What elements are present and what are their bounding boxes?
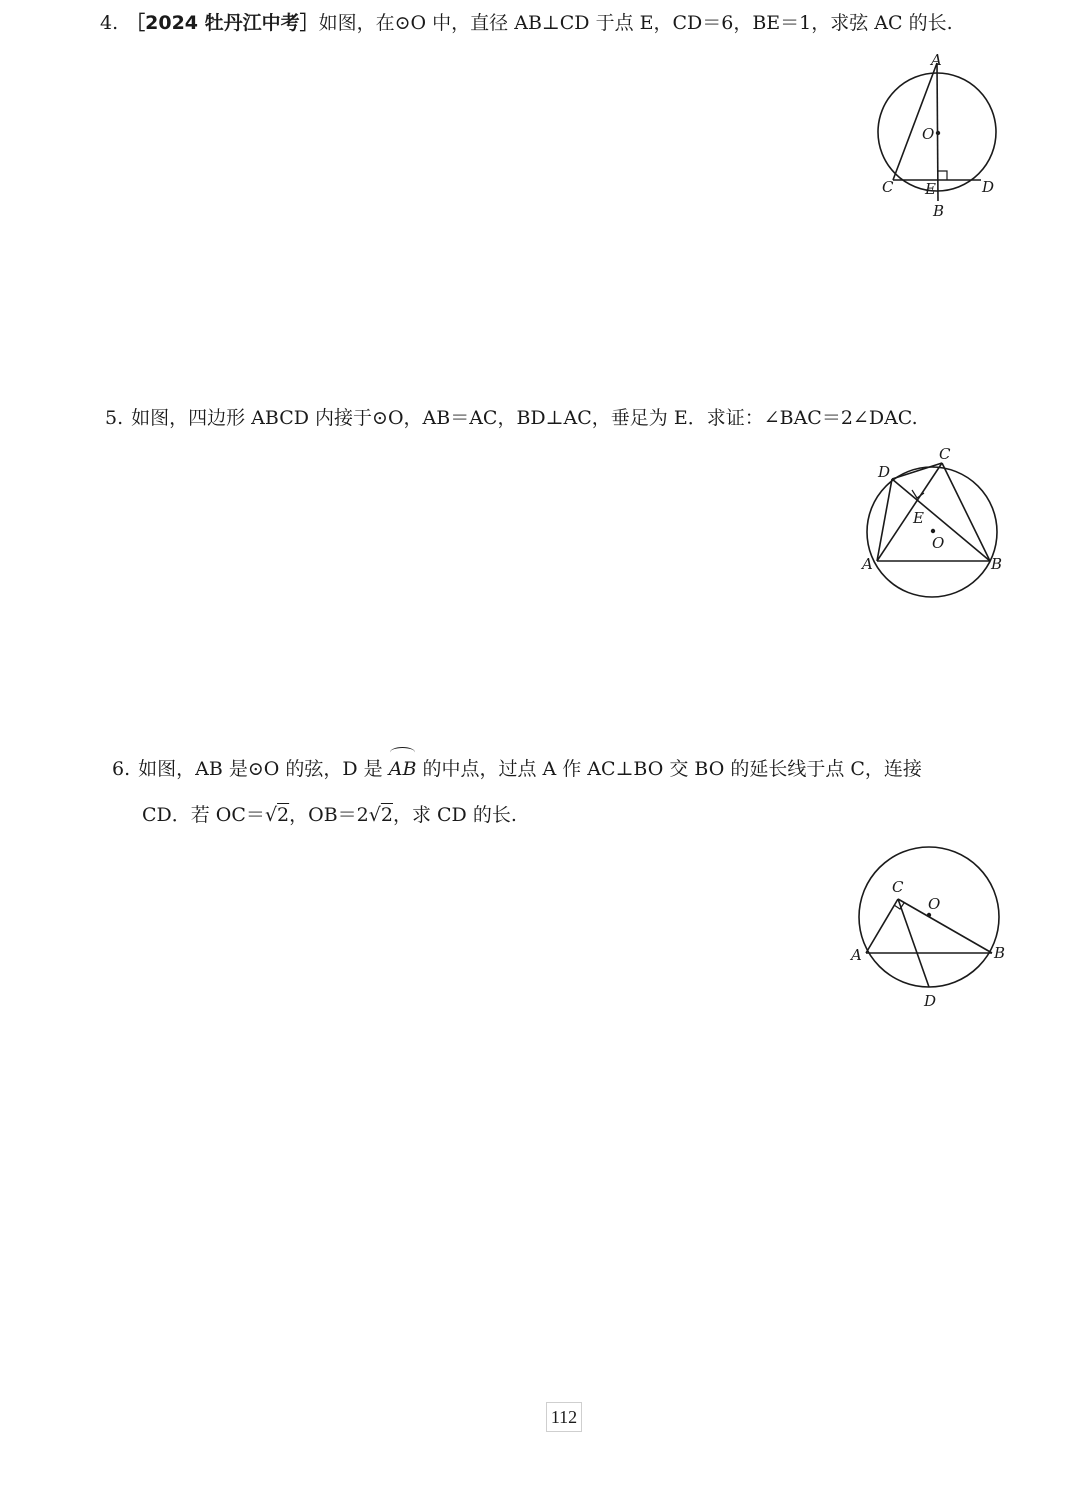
problem-text-2a: CD．若 OC＝: [142, 804, 265, 826]
problem-4: [100, 8, 953, 38]
figure-problem-5: [860, 445, 1010, 605]
center-point: [931, 529, 935, 533]
problem-text-1b: 的中点，过点 A 作 AC⊥BO 交 BO 的延长线于点 C，连接: [422, 758, 922, 780]
problem-text-2b: ，OB＝2: [289, 804, 369, 826]
right-angle-mark: [938, 171, 947, 180]
center-point: [927, 913, 931, 917]
problem-line-1: [112, 754, 922, 784]
sqrt-expression-1: √2: [264, 804, 290, 826]
arc-ab: AB: [389, 754, 417, 784]
label-e: E: [913, 509, 924, 527]
label-c: C: [892, 878, 904, 896]
problem-line-2: [112, 800, 922, 830]
page-number: 112: [546, 1402, 582, 1432]
label-d: D: [982, 178, 995, 196]
label-b: B: [933, 202, 945, 220]
label-b: B: [991, 555, 1003, 573]
segment-cd: [898, 899, 929, 987]
center-point: [936, 131, 940, 135]
segment-ac: [866, 899, 898, 953]
figure-problem-4: [870, 50, 1010, 220]
label-o: O: [928, 895, 941, 913]
label-c: C: [939, 445, 951, 463]
label-a: A: [931, 51, 942, 69]
label-o: O: [922, 125, 935, 143]
problem-6: [112, 754, 922, 830]
problem-source: ［2024 牡丹江中考］: [126, 12, 319, 34]
sqrt-expression-2: √2: [368, 804, 393, 826]
problem-text: 如图，四边形 ABCD 内接于⊙O，AB＝AC，BD⊥AC，垂足为 E．求证：∠BAC＝2∠DAC.: [131, 407, 918, 429]
problem-number: 5.: [105, 407, 124, 429]
label-e: E: [925, 180, 936, 198]
figure-problem-6: [848, 838, 1008, 1013]
chord-dc: [892, 463, 942, 479]
problem-text-1a: 如图，AB 是⊙O 的弦，D 是: [138, 758, 383, 780]
problem-number: 4.: [100, 12, 119, 34]
sqrt-radicand: 2: [277, 804, 290, 826]
label-o: O: [932, 534, 945, 552]
problem-text: 如图，在⊙O 中，直径 AB⊥CD 于点 E，CD＝6，BE＝1，求弦 AC 的长.: [318, 12, 953, 34]
problem-5: [105, 403, 918, 433]
label-a: A: [862, 555, 873, 573]
label-a: A: [851, 946, 862, 964]
chord-bc: [942, 463, 990, 561]
label-d: D: [878, 463, 891, 481]
chord-ac: [893, 63, 937, 180]
problem-number: 6.: [112, 758, 131, 780]
label-b: B: [994, 944, 1006, 962]
problem-text-2c: ，求 CD 的长.: [392, 804, 517, 826]
label-d: D: [924, 992, 937, 1010]
sqrt-radicand: 2: [380, 804, 393, 826]
label-c: C: [882, 178, 894, 196]
segment-cb: [898, 899, 992, 953]
